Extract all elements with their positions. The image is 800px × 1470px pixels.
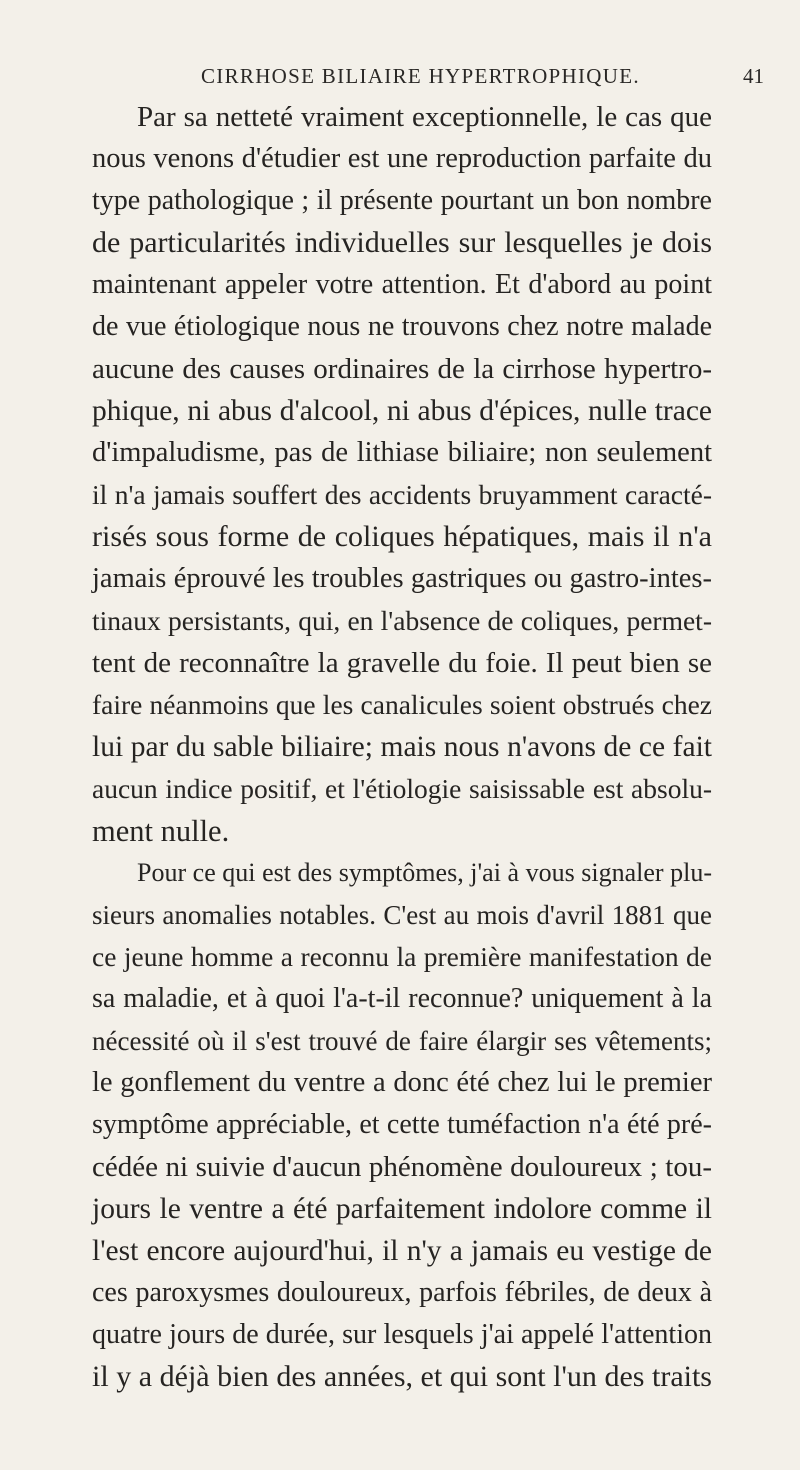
text-line: risés sous forme de coliques hépatiques, mais il n'a xyxy=(92,520,712,553)
text-line: nous venons d'étudier est une reproduction parfaite du xyxy=(92,143,712,174)
text-line: l'est encore aujourd'hui, il n'y a jamais eu vestige de xyxy=(92,1235,712,1267)
text-line: nécessité où il s'est trouvé de faire élargir ses vêtements; xyxy=(92,1026,712,1056)
text-line: faire néanmoins que les canalicules soient obstrués chez xyxy=(92,689,712,720)
text-line: jours le ventre a été parfaitement indolore comme il xyxy=(92,1193,712,1225)
text-line: symptôme appréciable, et cette tuméfaction n'a été pré- xyxy=(92,1109,712,1140)
text-line: jamais éprouvé les troubles gastriques ou gastro-intes- xyxy=(92,563,712,594)
text-line: de particularités individuelles sur lesquelles je dois xyxy=(92,226,712,259)
text-line: cédée ni suivie d'aucun phénomène douloureux ; tou- xyxy=(92,1151,712,1183)
text-line: quatre jours de durée, sur lesquels j'ai appelé l'attention xyxy=(92,1319,712,1350)
text-line: phique, ni abus d'alcool, ni abus d'épices, nulle trace xyxy=(92,395,712,427)
text-line: tent de reconnaître la gravelle du foie. Il peut bien se xyxy=(92,647,712,679)
running-head xyxy=(0,60,800,90)
text-line: il n'a jamais souffert des accidents bruyamment caracté- xyxy=(92,479,712,510)
text-line: ces paroxysmes douloureux, parfois fébriles, de deux à xyxy=(92,1277,712,1308)
text-line: de vue étiologique nous ne trouvons chez notre malade xyxy=(92,311,712,342)
text-line: le gonflement du ventre a donc été chez lui le premier xyxy=(92,1067,712,1098)
text-line: ment nulle. xyxy=(92,814,230,848)
text-line: il y a déjà bien des années, et qui sont l'un des traits xyxy=(92,1360,712,1393)
text-line: sieurs anomalies notables. C'est au mois d'avril 1881 que xyxy=(92,900,712,930)
text-line: aucune des causes ordinaires de la cirrhose hypertro- xyxy=(92,353,712,385)
text-line: Par sa netteté vraiment exceptionnelle, le cas que xyxy=(137,101,712,133)
text-line: Pour ce qui est des symptômes, j'ai à vous signaler plu- xyxy=(137,858,712,887)
text-line: aucun indice positif, et l'étiologie saisissable est absolu- xyxy=(92,773,712,804)
page-number: 41 xyxy=(743,64,764,88)
running-title: CIRRHOSE BILIAIRE HYPERTROPHIQUE. xyxy=(201,64,640,88)
text-line: sa maladie, et à quoi l'a-t-il reconnue? uniquement à la xyxy=(92,983,712,1014)
text-line: ce jeune homme a reconnu la première manifestation de xyxy=(92,941,712,972)
text-line: type pathologique ; il présente pourtant un bon nombre xyxy=(92,185,712,216)
text-line: maintenant appeler votre attention. Et d'abord au point xyxy=(92,269,712,300)
text-line: d'impaludisme, pas de lithiase biliaire; non seulement xyxy=(92,437,712,468)
text-line: tinaux persistants, qui, en l'absence de coliques, permet- xyxy=(92,605,712,636)
text-line: lui par du sable biliaire; mais nous n'avons de ce fait xyxy=(92,731,712,763)
